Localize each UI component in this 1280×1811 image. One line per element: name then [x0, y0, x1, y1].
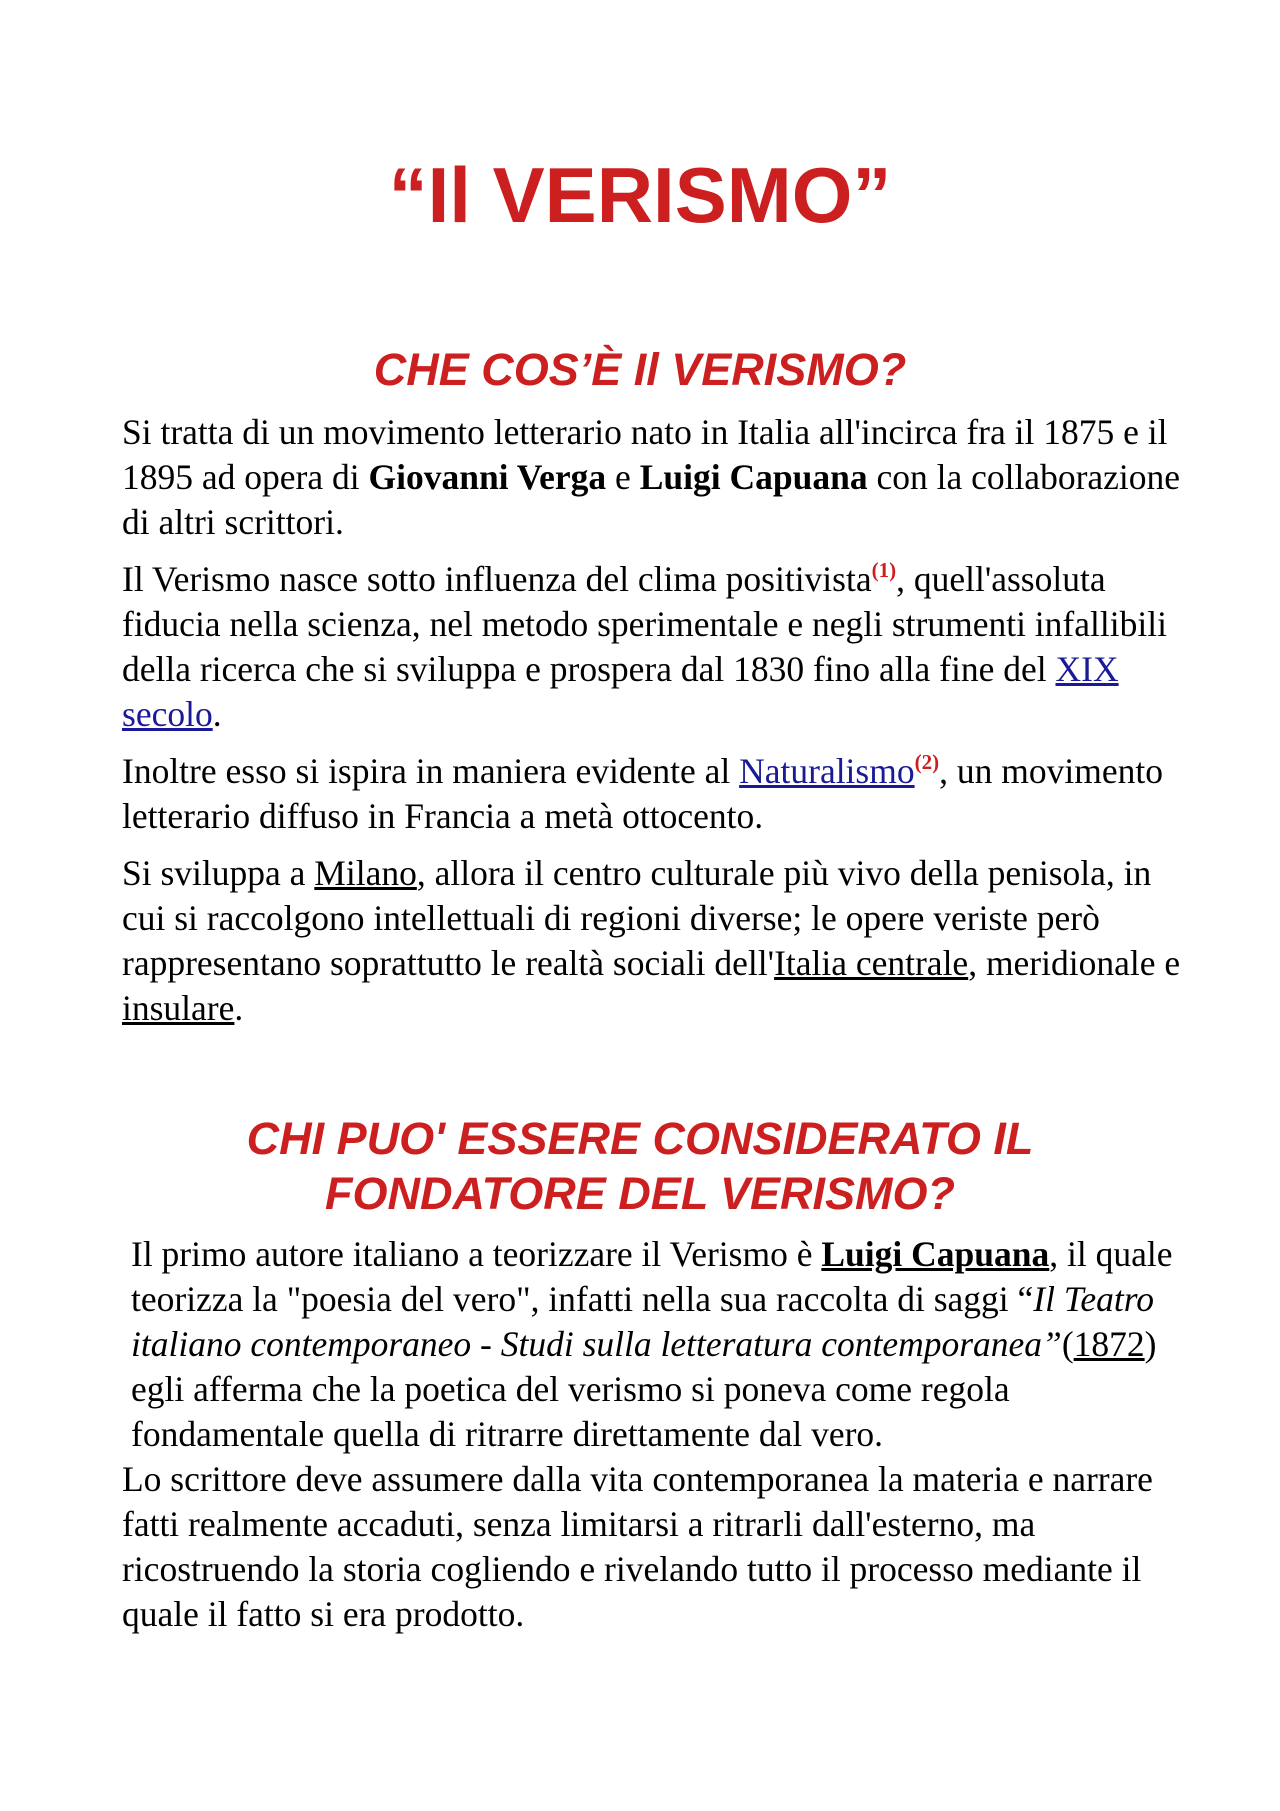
- underlined-year-1872: 1872: [1073, 1324, 1145, 1364]
- paragraph-positivism: [122, 557, 1182, 737]
- text-run: , allora il centro culturale più vivo della penisola, in cui si raccolgono intellettuali di regioni diverse; le opere veriste però rappresentano soprattutto le realtà sociali dell': [122, 853, 1152, 983]
- text-run: con la collaborazione di altri scrittori.: [122, 457, 1181, 542]
- book-title: Il Teatro italiano contemporaneo - Studi sulla letteratura contemporanea”: [131, 1279, 1154, 1364]
- author-name-capuana-emphasis: Luigi Capuana: [821, 1234, 1050, 1274]
- paragraph-writer-task: Lo scrittore deve assumere dalla vita contemporanea la materia e narrare fatti realmente accaduti, senza limitarsi a ritrarli dall'esterno, ma ricostruendo la storia cogliendo e rivelando tutto il processo mediante il quale il fatto si era prodotto.: [122, 1459, 1153, 1634]
- text-run: , un movimento letterario diffuso in Francia a metà ottocento.: [122, 751, 1163, 836]
- underlined-italia-centrale: Italia centrale: [774, 943, 969, 983]
- paragraph-milano: [122, 851, 1182, 1031]
- document-title: “Il VERISMO”: [388, 151, 892, 239]
- text-run: e: [606, 457, 640, 497]
- text-run: Si tratta di un movimento letterario nato in Italia all'incirca fra il 1875 e il 1895 ad opera di: [122, 412, 1168, 497]
- paragraph-capuana: [122, 1232, 1182, 1457]
- footnote-marker-2[interactable]: (2): [914, 750, 940, 774]
- text-run: .: [234, 988, 244, 1028]
- section-body-founder: [122, 1232, 1182, 1637]
- footnote-marker-1[interactable]: (1): [871, 558, 897, 582]
- heading-line-2: FONDATORE DEL VERISMO?: [324, 1168, 956, 1219]
- text-run: ) egli afferma che la poetica del verismo si poneva come regola fondamentale quella di ritrarre direttamente dal vero.: [131, 1324, 1157, 1454]
- paragraph-naturalism: [122, 749, 1182, 839]
- text-run: , meridionale e: [968, 943, 1181, 983]
- text-run: Inoltre esso si ispira in maniera evidente al: [122, 751, 740, 791]
- text-run: .: [212, 694, 222, 734]
- text-run: Il primo autore italiano a teorizzare il Verismo è: [131, 1234, 822, 1274]
- text-run: Si sviluppa a: [122, 853, 315, 893]
- section-heading-what-is-verismo: CHE COS’È Il VERISMO?: [373, 344, 907, 395]
- author-name-verga: Giovanni Verga: [368, 457, 607, 497]
- text-run: , quell'assoluta fiducia nella scienza, nel metodo sperimentale e negli strumenti infallibili della ricerca che si sviluppa e prospera dal 1830 fino alla fine del: [122, 559, 1167, 689]
- text-run: Il Verismo nasce sotto influenza del clima positivista: [122, 559, 872, 599]
- paragraph-origin: [122, 410, 1182, 545]
- link-naturalismo[interactable]: Naturalismo: [739, 751, 915, 791]
- link-xix-secolo[interactable]: XIX secolo: [122, 649, 1119, 734]
- section-body-what-is-verismo: [122, 410, 1182, 1043]
- text-run: (: [1061, 1324, 1074, 1364]
- underlined-milano: Milano: [314, 853, 417, 893]
- heading-line-1: CHI PUO' ESSERE CONSIDERATO IL: [246, 1113, 1034, 1164]
- underlined-insulare: insulare: [122, 988, 235, 1028]
- author-name-capuana: Luigi Capuana: [639, 457, 868, 497]
- text-run: , il quale teorizza la "poesia del vero", infatti nella sua raccolta di saggi “: [131, 1234, 1173, 1319]
- section-heading-founder: [0, 1111, 1280, 1221]
